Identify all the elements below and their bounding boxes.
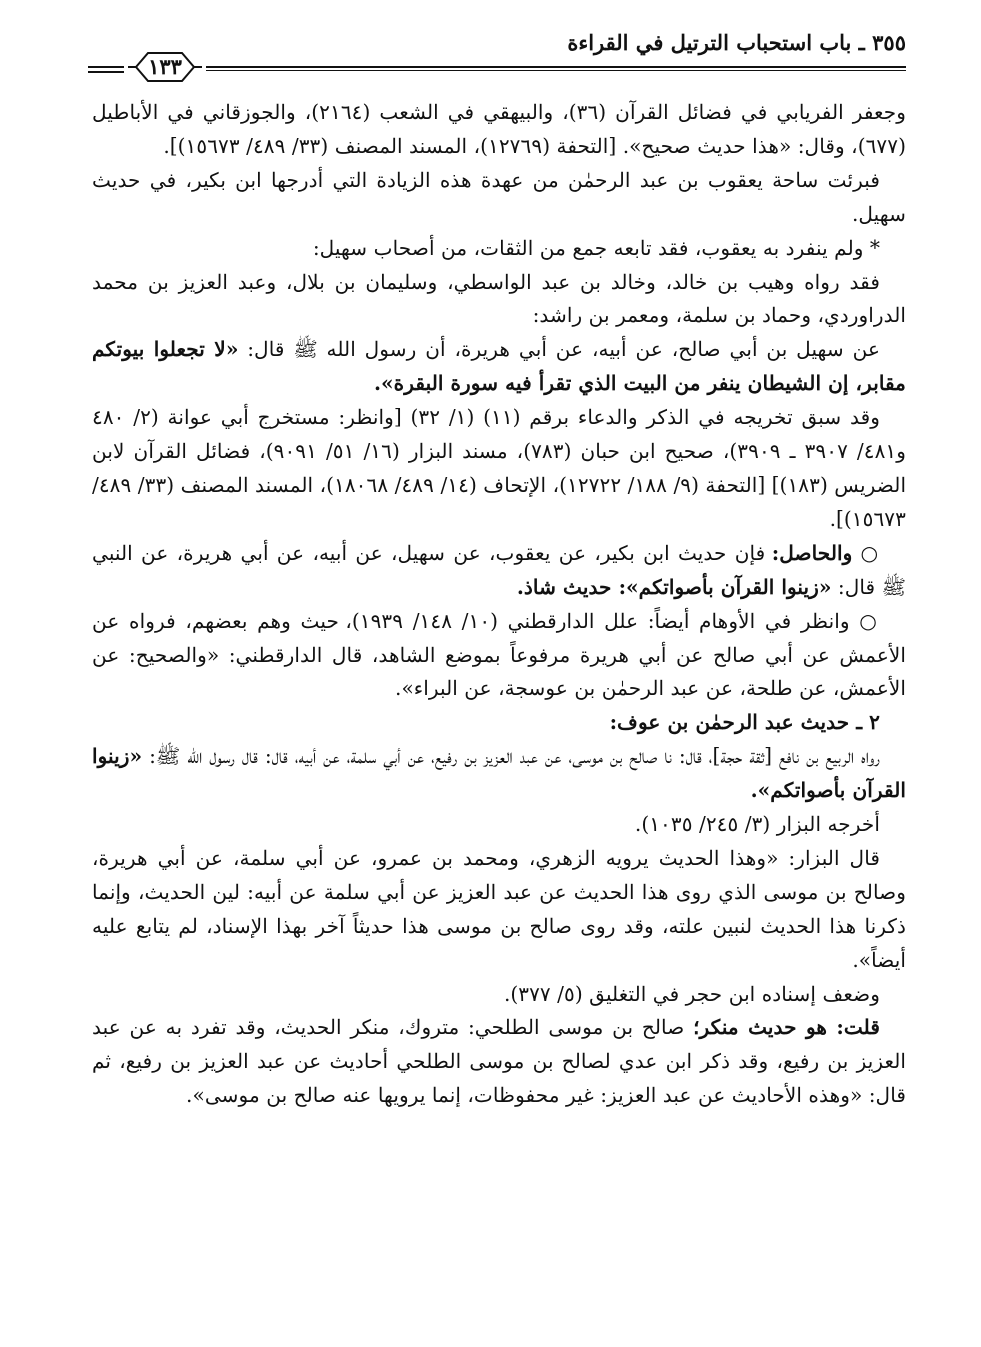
left-rule-bottom	[88, 71, 124, 73]
paragraph-10	[92, 740, 906, 808]
paragraph-7-text: فإن حديث ابن بكير، عن يعقوب، عن سهيل، عن أبيه، عن أبي هريرة، عن النبي ﷺ قال:	[92, 540, 906, 599]
paragraph-5-text: عن سهيل بن أبي صالح، عن أبيه، عن أبي هريرة، أن رسول الله ﷺ قال:	[238, 337, 880, 362]
circle-marker: ○	[852, 540, 880, 565]
paragraph-8: ○ وانظر في الأوهام أيضاً: علل الدارقطني (١٠/ ١٤٨/ ١٩٣٩)، حيث وهم بعضهم، فرواه عن الأعمش عن أبي صالح عن أبي هريرة مرفوعاً بموضع الشاهد، قال الدارقطني: «والصحيح: عن الأعمش، عن طلحة، عن عبد الرحمٰن بن عوسجة، عن البراء».	[92, 608, 906, 701]
conclusion-label: قلت: هو حديث منكر؛	[693, 1015, 880, 1040]
paragraph-4: فقد رواه وهيب بن خالد، وخالد بن عبد الواسطي، وسليمان بن بلال، وعبد العزيز بن محمد الدراوردي، وحماد بن سلمة، ومعمر بن راشد:	[92, 269, 906, 328]
section-heading	[92, 706, 906, 740]
section-heading-text: ٢ ـ حديث عبد الرحمٰن بن عوف:	[609, 710, 880, 735]
paragraph-11: أخرجه البزار (٣/ ٢٤٥/ ١٠٣٥).	[634, 812, 880, 837]
page-number: ١٣٣	[148, 54, 182, 79]
body-text	[92, 96, 906, 1113]
paragraph-12: قال البزار: «وهذا الحديث يرويه الزهري، ومحمد بن عمرو، عن أبي سلمة، عن أبي هريرة، وصالح بن موسى الذي روى هذا الحديث عن عبد العزيز عن أبي سلمة عن أبيه: لين الحديث، وإنما ذكرنا هذا الحديث لنبين علته، وقد روى صالح بن موسى هذا حديثاً آخر بهذا الإسناد، لم يتابع عليه أيضاً».	[92, 845, 906, 972]
paragraph-3: * ولم ينفرد به يعقوب، فقد تابعه جمع من الثقات، من أصحاب سهيل:	[312, 235, 880, 260]
paragraph-7	[92, 537, 906, 605]
paragraph-13: وضعف إسناده ابن حجر في التغليق (٥/ ٣٧٧).	[503, 981, 880, 1006]
summary-label: والحاصل:	[771, 540, 853, 565]
paragraph-5	[92, 333, 906, 401]
paragraph-2: فبرئت ساحة يعقوب بن عبد الرحمٰن من عهدة هذه الزيادة التي أدرجها ابن بكير، في حديث سهيل.	[92, 167, 906, 226]
left-rule-top	[88, 66, 124, 68]
paragraph-14-text: صالح بن موسى الطلحي: متروك، منكر الحديث، وقد تفرد به عن عبد العزيز بن رفيع، وقد ذكر ابن عدي لصالح بن موسى الطلحي أحاديث عن عبد العزيز بن رفيع، ثم قال: «وهذه الأحاديث عن عبد العزيز: غير محفوظات، إنما يرويها عنه صالح بن موسى».	[92, 1015, 906, 1108]
paragraph-6: وقد سبق تخريجه في الذكر والدعاء برقم (١١) (١/ ٣٢) [وانظر: مستخرج أبي عوانة (٢/ ٤٨٠ و٤٨١/ ٣٩٠٧ ـ ٣٩٠٩)، صحيح ابن حبان (٧٨٣)، مسند البزار (١٦/ ٥١/ ٩٠٩١)، فضائل القرآن لابن الضريس (١٨٣)] [التحفة (٩/ ١٨٨/ ١٢٧٢٢)، الإتحاف (١٤/ ٤٨٩/ ١٨٠٦٨)، المسند المصنف (٣٣/ ٤٨٩/ ١٥٦٧٣)].	[92, 405, 907, 531]
paragraph-14	[92, 1011, 906, 1113]
header-rule	[206, 66, 906, 68]
hadith-ruling: «زينوا القرآن بأصواتكم»: حديث شاذ.	[516, 574, 832, 599]
page-number-badge	[126, 50, 204, 84]
hadith-text-2: «زينوا القرآن بأصواتكم».	[92, 744, 906, 803]
header-rule-thin	[206, 70, 906, 71]
paragraph-10-text: رواه الربيع بن نافع [ثقة حجة]، قال: نا صالح بن موسى، عن عبد العزيز بن رفيع، عن أبي سلمة، عن أبيه، قال: قال رسول الله ﷺ:	[142, 744, 880, 769]
page-header	[88, 26, 906, 84]
hadith-text-1: «لا تجعلوا بيوتكم مقابر، إن الشيطان ينفر من البيت الذي تقرأ فيه سورة البقرة».	[92, 337, 906, 396]
paragraph-1: وجعفر الفريابي في فضائل القرآن (٣٦)، والبيهقي في الشعب (٢١٦٤)، والجوزقاني في الأباطيل (٦٧٧)، وقال: «هذا حديث صحيح». [التحفة (١٢٧٦٩)، المسند المصنف (٣٣/ ٤٨٩/ ١٥٦٧٣)].	[92, 100, 907, 158]
chapter-title: ٣٥٥ ـ باب استحباب الترتيل في القراءة	[567, 30, 906, 55]
